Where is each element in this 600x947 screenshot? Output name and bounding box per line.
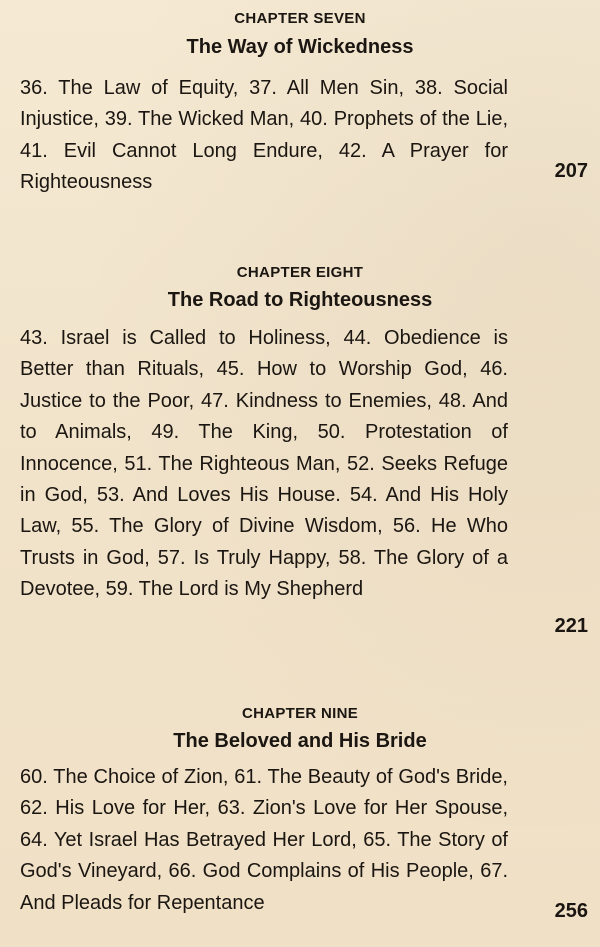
chapter-title: The Road to Righteousness: [167, 289, 433, 311]
chapter-contents: 60. The Choice of Zion, 61. The Beauty of God's Bride, 62. His Love for Her, 63. Zion's Love for Her Spouse, 64. Yet Israel Has Betrayed Her Lord, 65. The Story of God's Vineyard, 66. God Complains of His People, 67. And Pleads for Repentance: [20, 766, 508, 914]
page-number: 207: [554, 160, 588, 182]
page-number: 221: [554, 615, 588, 637]
chapter-title: The Beloved and His Bride: [173, 730, 427, 752]
chapter-contents: 36. The Law of Equity, 37. All Men Sin, 38. Social Injustice, 39. The Wicked Man, 40. Prophets of the Lie, 41. Evil Cannot Long Endure, 42. A Prayer for Righteousness: [20, 77, 508, 194]
chapter-title: The Way of Wickedness: [186, 36, 414, 58]
page-number: 256: [554, 900, 588, 922]
chapter-contents: 43. Israel is Called to Holiness, 44. Obedience is Better than Rituals, 45. How to Worship God, 46. Justice to the Poor, 47. Kindness to Enemies, 48. And to Animals, 49. The King, 50. Protestation of Innocence, 51. The Righteous Man, 52. Seeks Refuge in God, 53. And Loves His House. 54. And His Holy Law, 55. The Glory of Divine Wisdom, 56. He Who Trusts in God, 57. Is Truly Happy, 58. The Glory of a Devotee, 59. The Lord is My Shepherd: [20, 327, 508, 601]
chapter-label: CHAPTER EIGHT: [236, 264, 364, 281]
chapter-label: CHAPTER NINE: [241, 705, 359, 722]
chapter-label: CHAPTER SEVEN: [234, 10, 366, 27]
